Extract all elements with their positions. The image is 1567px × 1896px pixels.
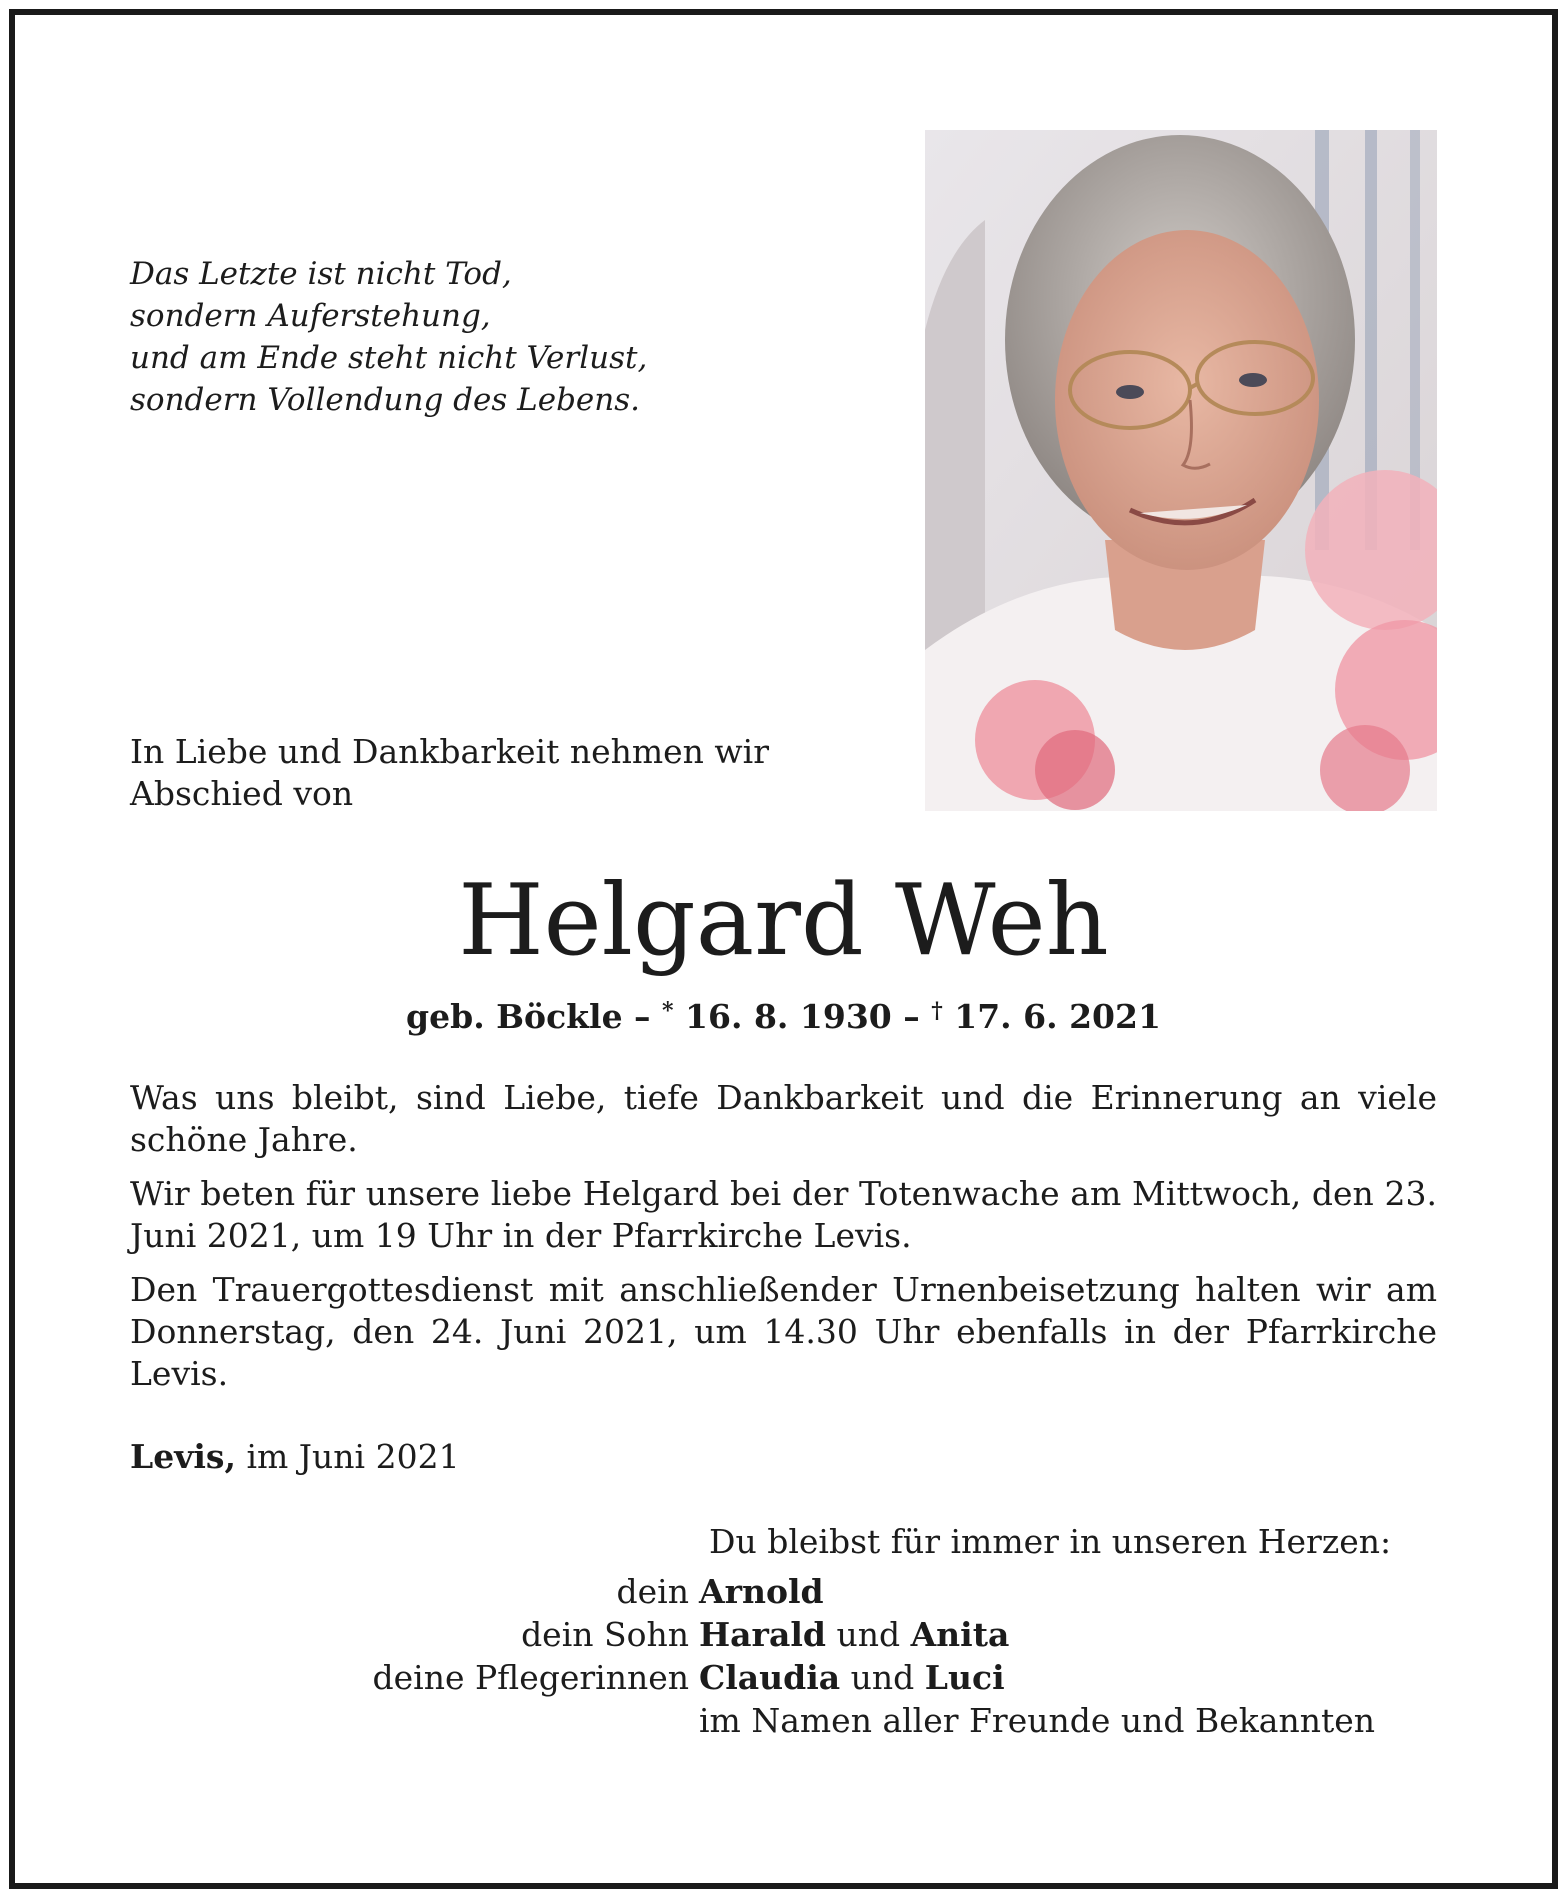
place-and-date <box>130 1436 460 1478</box>
birth-date: 16. 8. 1930 <box>673 997 892 1036</box>
signer-names <box>699 1570 824 1613</box>
conjunction: und <box>825 1615 911 1654</box>
signer-name: Claudia <box>699 1658 841 1697</box>
signer-row <box>130 1570 1437 1613</box>
quote-line: sondern Vollendung des Lebens. <box>130 382 640 418</box>
body-paragraph: Den Trauergottesdienst mit anschließender Urnenbeisetzung halten wir am Donnerstag, den 24. Juni 2021, um 14.30 Uhr ebenfalls in der Pfarrkirche Levis. <box>130 1270 1437 1393</box>
conjunction: und <box>840 1658 925 1697</box>
closing-line: im Namen aller Freunde und Bekannten <box>699 1701 1376 1740</box>
signer-role: dein <box>616 1572 689 1611</box>
signer-role: deine Pflegerinnen <box>372 1658 689 1697</box>
date: im Juni 2021 <box>235 1437 460 1476</box>
died-symbol: † <box>931 998 943 1024</box>
signer-name: Luci <box>924 1658 1005 1697</box>
signer-row <box>130 1656 1437 1699</box>
signer-names <box>699 1656 1005 1699</box>
body-paragraph: Was uns bleibt, sind Liebe, tiefe Dankbarkeit und die Erinnerung an viele schöne Jahre. <box>130 1078 1437 1159</box>
born-symbol: * <box>662 998 674 1024</box>
maiden-name: geb. Böckle <box>406 997 623 1036</box>
signer-role-empty <box>130 1699 699 1742</box>
signers-block <box>130 1570 1437 1742</box>
intro-text <box>130 731 850 815</box>
signer-row <box>130 1613 1437 1656</box>
quote-line: sondern Auferstehung, <box>130 298 491 334</box>
signer-name: Arnold <box>699 1572 824 1611</box>
intro-line: In Liebe und Dankbarkeit nehmen wir <box>130 732 770 771</box>
epitaph-quote <box>130 253 780 421</box>
signer-role: dein Sohn <box>521 1615 689 1654</box>
quote-line: und am Ende steht nicht Verlust, <box>130 340 648 376</box>
body-paragraph: Wir beten für unsere liebe Helgard bei der Totenwache am Mittwoch, den 23. Juni 2021, um 19 Uhr in der Pfarrkirche Levis. <box>130 1174 1437 1255</box>
signer-names <box>699 1613 1009 1656</box>
deceased-name: Helgard Weh <box>458 864 1109 978</box>
separator: – <box>622 997 663 1036</box>
signer-name: Anita <box>910 1615 1010 1654</box>
quote-line: Das Letzte ist nicht Tod, <box>130 256 512 292</box>
intro-line: Abschied von <box>130 774 354 813</box>
portrait-photo <box>925 130 1437 811</box>
signer-name: Harald <box>699 1615 826 1654</box>
signer-row <box>130 1699 1437 1742</box>
separator: – <box>891 997 932 1036</box>
farewell-line: Du bleibst für immer in unseren Herzen: <box>709 1522 1392 1561</box>
birth-death-line <box>0 989 1567 1039</box>
portrait-illustration <box>925 130 1437 811</box>
death-date: 17. 6. 2021 <box>942 997 1161 1036</box>
notice-body <box>130 1077 1437 1407</box>
place: Levis, <box>130 1437 236 1476</box>
